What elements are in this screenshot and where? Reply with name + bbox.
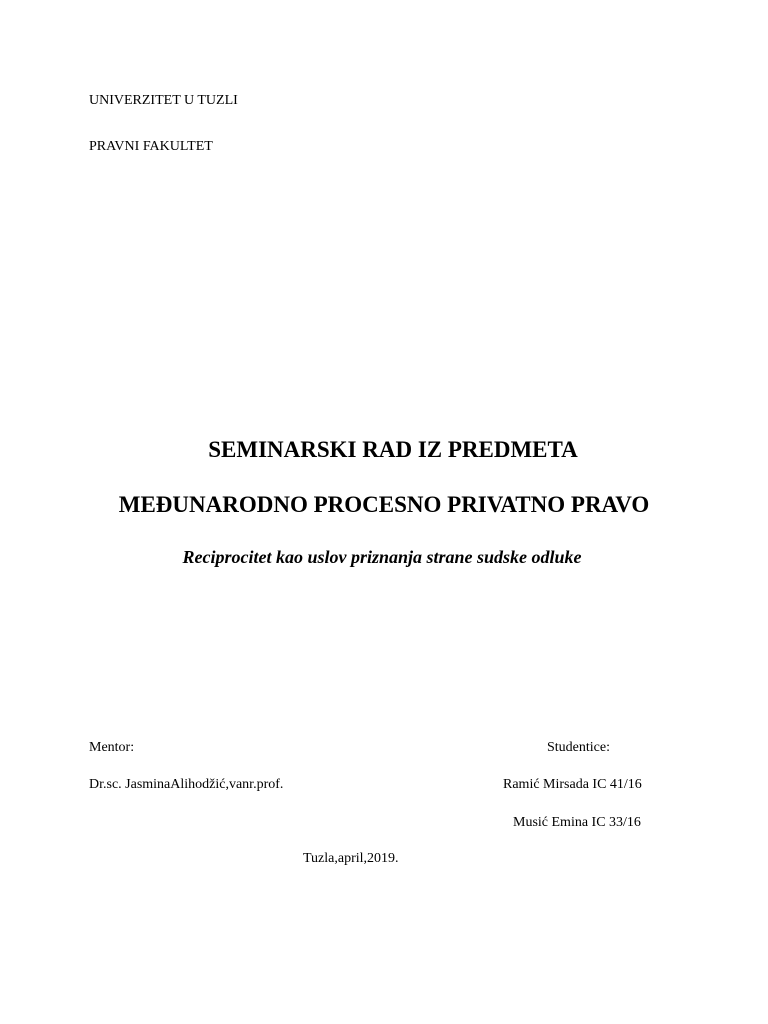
- students-label: Studentice:: [547, 740, 610, 755]
- document-title-line-1: SEMINARSKI RAD IZ PREDMETA: [208, 437, 578, 462]
- student-name: Ramić Mirsada IC 41/16: [503, 777, 642, 792]
- mentor-name: Dr.sc. JasminaAlihodžić,vanr.prof.: [89, 777, 284, 792]
- place-date: Tuzla,april,2019.: [303, 851, 399, 866]
- faculty-name: PRAVNI FAKULTET: [89, 139, 213, 154]
- mentor-label: Mentor:: [89, 740, 135, 755]
- student-name: Musić Emina IC 33/16: [513, 815, 641, 830]
- university-name: UNIVERZITET U TUZLI: [89, 93, 238, 108]
- document-title-line-2: MEĐUNARODNO PROCESNO PRIVATNO PRAVO: [118, 492, 650, 517]
- document-subtitle: Reciprocitet kao uslov priznanja strane sudske odluke: [182, 547, 582, 567]
